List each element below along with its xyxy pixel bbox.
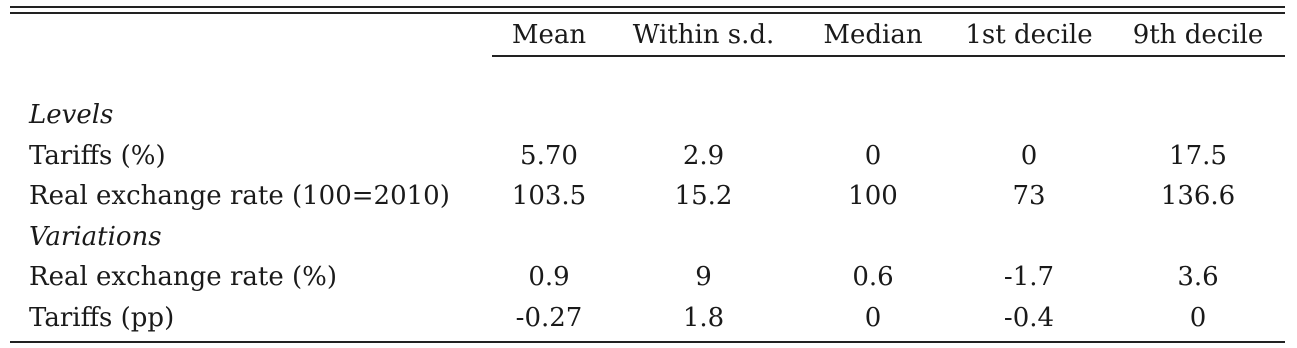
- bottom-rule: [10, 341, 1285, 343]
- table-cell: 0: [1189, 303, 1207, 333]
- top-rule-double: [10, 12, 1285, 14]
- table-cell: 0: [1020, 141, 1038, 171]
- table-cell: 15.2: [674, 181, 733, 211]
- table-cell: 0.6: [852, 262, 894, 292]
- table-cell: 136.6: [1160, 181, 1236, 211]
- table-cell: 9: [695, 262, 712, 292]
- column-header-mean: Mean: [511, 20, 587, 50]
- section-title-levels: Levels: [29, 100, 114, 130]
- row-label-tariffs-variation: Tariffs (pp): [29, 303, 175, 333]
- row-label-rer-level: Real exchange rate (100=2010): [29, 181, 450, 211]
- table-cell: 73: [1012, 181, 1046, 211]
- section-title-variations: Variations: [29, 222, 162, 252]
- column-header-within-sd: Within s.d.: [632, 20, 775, 50]
- table-cell: 5.70: [520, 141, 578, 171]
- column-header-1st-decile: 1st decile: [965, 20, 1093, 50]
- row-label-tariffs-level: Tariffs (%): [29, 141, 166, 171]
- table-cell: 2.9: [682, 141, 725, 171]
- table-cell: -1.7: [1003, 262, 1055, 292]
- row-label-rer-variation: Real exchange rate (%): [29, 262, 337, 292]
- table-cell: 0.9: [528, 262, 570, 292]
- table-cell: 0: [864, 141, 882, 171]
- table-cell: -0.4: [1003, 303, 1055, 333]
- column-header-median: Median: [823, 20, 923, 50]
- table-cell: 3.6: [1177, 262, 1219, 292]
- table-cell: 0: [864, 303, 882, 333]
- header-rule: [492, 55, 1285, 57]
- top-rule: [10, 6, 1285, 8]
- table-cell: 103.5: [511, 181, 587, 211]
- table-cell: 100: [848, 181, 898, 211]
- table-cell: 17.5: [1169, 141, 1227, 171]
- column-header-9th-decile: 9th decile: [1132, 20, 1264, 50]
- table-cell: 1.8: [682, 303, 725, 333]
- table-cell: -0.27: [515, 303, 583, 333]
